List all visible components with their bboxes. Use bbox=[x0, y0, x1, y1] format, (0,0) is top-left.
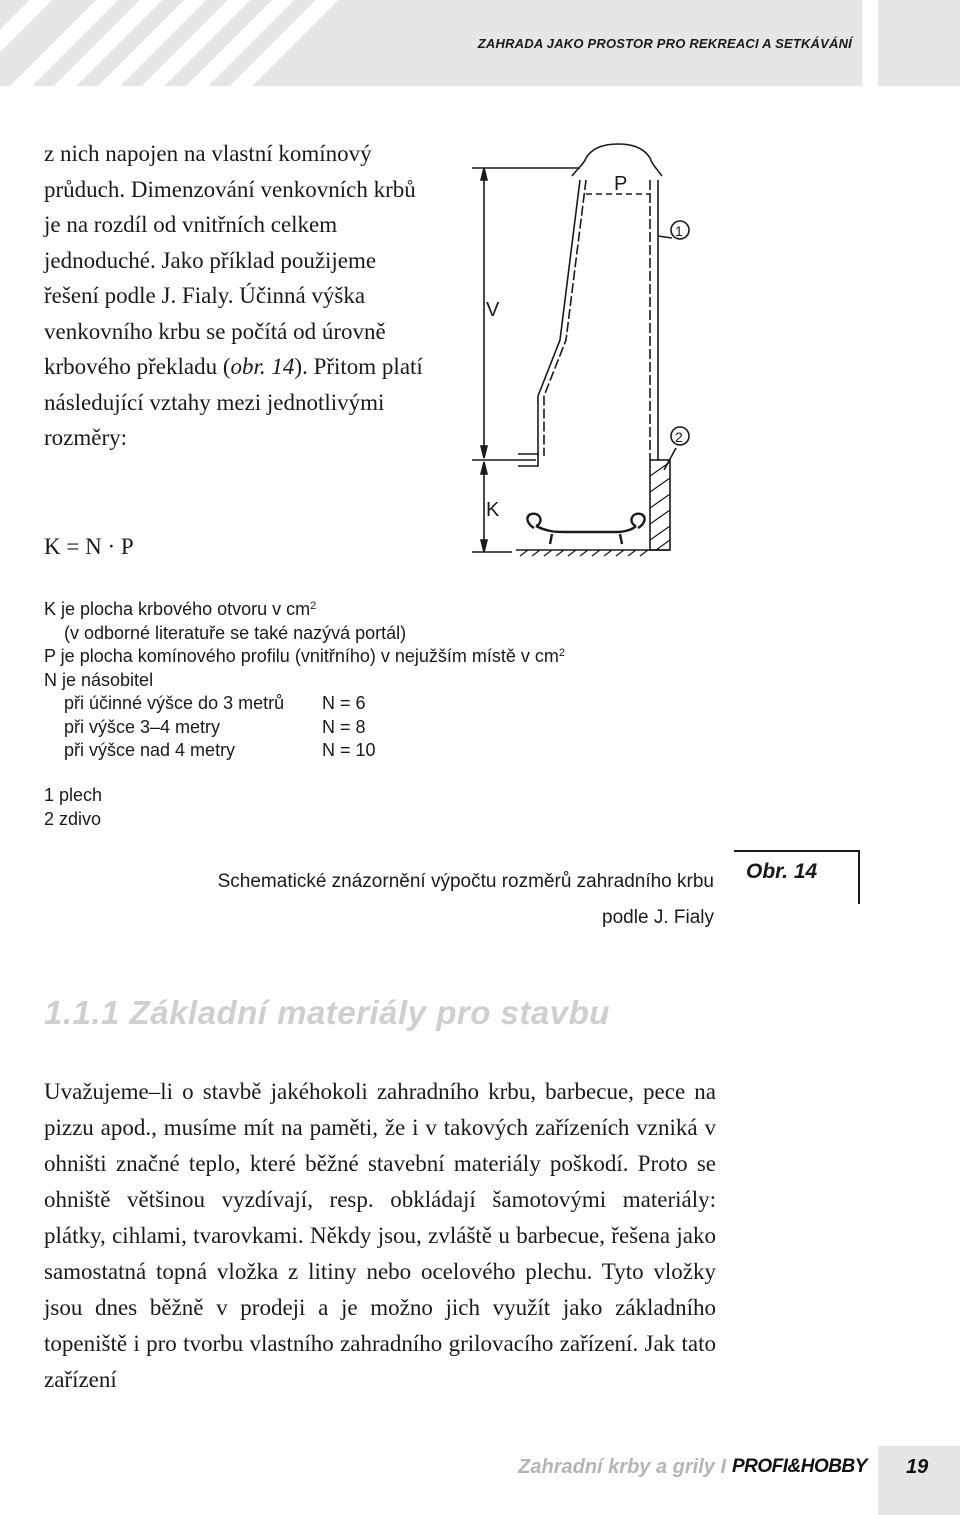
intro-paragraph bbox=[44, 136, 434, 456]
dimension-arrow bbox=[481, 168, 487, 180]
note-1: 1 plech bbox=[44, 785, 103, 805]
legend-k-note: (v odborné literatuře se také nazývá portál) bbox=[64, 622, 407, 643]
note-2: 2 zdivo bbox=[44, 808, 102, 829]
intro-text-2: ). Přitom platí následující vztahy mezi jednotlivými rozměry: bbox=[44, 354, 423, 450]
dimension-arrow bbox=[481, 540, 487, 552]
figure-caption bbox=[218, 864, 714, 936]
label-p: P bbox=[614, 173, 628, 195]
legend-n-row: při výšce 3–4 metry N = 8 bbox=[64, 716, 366, 737]
page-header bbox=[0, 0, 862, 86]
caption-line-1: Schematické znázornění výpočtu rozměrů zahradního krbu bbox=[217, 871, 714, 892]
marker-1: 1 bbox=[675, 223, 683, 239]
label-k: K bbox=[486, 499, 500, 521]
caption-line-2: podle J. Fialy bbox=[602, 907, 714, 928]
page-number: 19 bbox=[906, 1456, 929, 1478]
figure-label: Obr. 14 bbox=[746, 860, 818, 883]
legend-k: K je plocha krbového otvoru v $cm^2$ bbox=[44, 599, 317, 619]
flue-left-wall-inner bbox=[544, 180, 586, 456]
figure-reference: obr. 14 bbox=[230, 354, 295, 379]
dimension-arrow bbox=[481, 462, 487, 474]
section-heading: 1.1.1 Základní materiály pro stavbu bbox=[44, 994, 610, 1031]
footer-brand-logo: PROFI&HOBBY bbox=[732, 1456, 867, 1477]
section-body: Uvažujeme–li o stavbě jakéhokoli zahradního krbu, barbecue, pece na pizzu apod., musíme mít na paměti, že i v takových zařízeních vzniká v ohništi značné teplo, které běžné stavební materiály poškodí. Proto se ohniště většinou vyzdívají, resp. obkládají šamotovými materiály: plátky, cihlami, tvarovkami. Někdy jsou, zvláště u barbecue, řešena jako samostatná topná vložka z litiny nebo ocelového plechu. Tyto vložky jsou dnes běžně v prodeji a je možno jich využít jako základního topeniště i pro tvorbu vlastního zahradního grilovacího zařízení. Jak tato zařízení bbox=[44, 1079, 716, 1392]
grate bbox=[527, 514, 644, 544]
legend-n-row: při výšce nad 4 metry N = 10 bbox=[64, 740, 376, 760]
diagram-notes bbox=[44, 784, 102, 831]
dimension-arrow bbox=[481, 446, 487, 458]
legend-n-row: při účinné výšce do 3 metrů N = 6 bbox=[64, 693, 366, 713]
legend-p: P je plocha komínového profilu (vnitřního) v nejužším místě v $cm^2$ bbox=[44, 646, 566, 666]
masonry-hatching bbox=[520, 462, 670, 556]
footer-book-title: Zahradní krby a grily I bbox=[518, 1456, 726, 1478]
intro-text-1: z nich napojen na vlastní komínový průduch. Dimenzování venkovních krbů je na rozdíl od vnitřních celkem jednoduché. Jako příklad použijeme řešení podle J. Fialy. Účinná výška venkovního krbu se počítá od úrovně krbového překladu ( bbox=[44, 141, 416, 379]
fireplace-diagram bbox=[466, 140, 696, 576]
header-corner-block bbox=[878, 0, 960, 86]
formula: K = N · P bbox=[44, 534, 134, 559]
leader-line-1 bbox=[658, 236, 672, 238]
legend-n: N je násobitel bbox=[44, 669, 154, 690]
legend bbox=[44, 598, 565, 763]
chimney-cap bbox=[572, 144, 662, 176]
header-title: ZAHRADA JAKO PROSTOR PRO REKREACI A SETKÁVÁNÍ bbox=[477, 36, 852, 51]
header-stripes-decoration bbox=[0, 0, 340, 86]
marker-2: 2 bbox=[675, 429, 683, 445]
label-v: V bbox=[486, 299, 500, 321]
